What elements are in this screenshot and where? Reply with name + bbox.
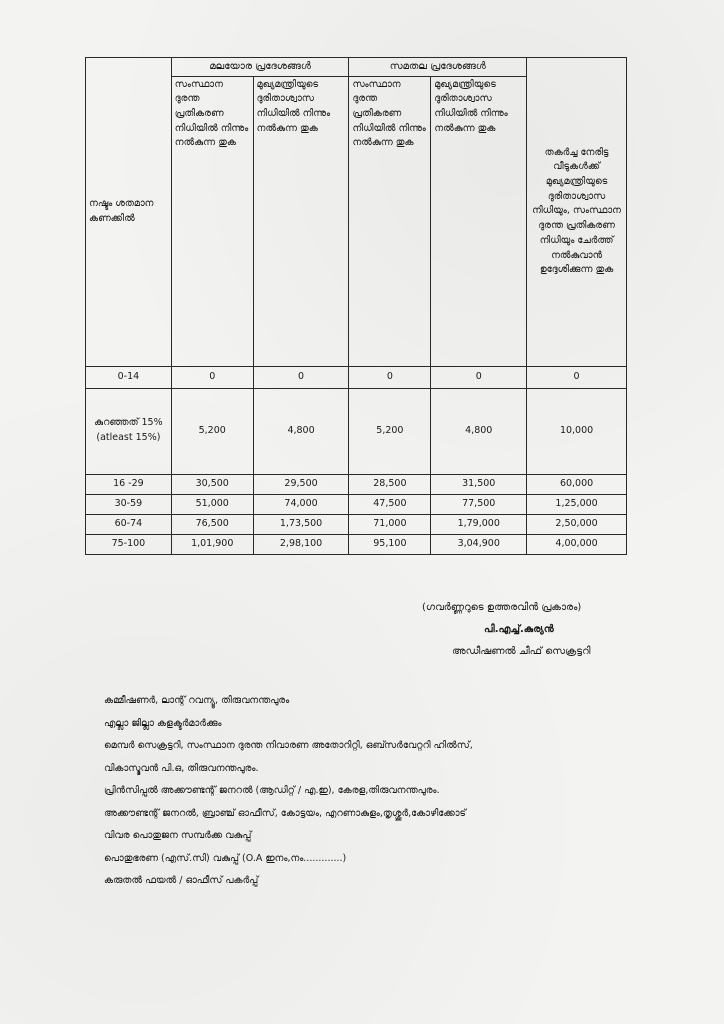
plain-sdrf-cell: 5,200	[349, 388, 431, 474]
hilly-cmdrf-cell: 0	[253, 366, 349, 388]
plain-cmdrf-cell: 3,04,900	[431, 534, 527, 554]
total-cell: 1,25,000	[527, 494, 627, 514]
loss-range-cell: 16 -29	[86, 474, 172, 494]
plain-areas-header: സമതല പ്രദേശങ്ങൾ	[349, 58, 527, 77]
hilly-cmdrf-cell: 4,800	[253, 388, 349, 474]
recipient-line: കമ്മീഷണർ, ലാന്റ് റവന്യൂ, തിരുവനന്തപുരം	[104, 695, 290, 706]
signatory-designation: അഡീഷണൽ ചീഫ് സെക്രട്ടറി	[452, 646, 591, 657]
recipients-list	[104, 690, 644, 893]
table-row	[86, 514, 627, 534]
recipient-line: വിവര പൊതുജന സമ്പർക്ക വകുപ്പ്	[104, 830, 252, 841]
hilly-cmdrf-cell: 74,000	[253, 494, 349, 514]
plain-sdrf-cell: 28,500	[349, 474, 431, 494]
plain-sdrf-cell: 95,100	[349, 534, 431, 554]
plain-cmdrf-header: മുഖ്യമന്ത്രിയുടെ ദുരിതാശ്വാസ നിധിയിൽ നിന്നും നൽകുന്ന തുക	[431, 76, 527, 366]
loss-range-cell: 30-59	[86, 494, 172, 514]
hilly-sdrf-header: സംസ്ഥാന ദുരന്ത പ്രതികരണ നിധിയിൽ നിന്നും നൽകുന്ന തുക	[171, 76, 253, 366]
plain-cmdrf-cell: 31,500	[431, 474, 527, 494]
hilly-cmdrf-cell: 2,98,100	[253, 534, 349, 554]
total-cell: 4,00,000	[527, 534, 627, 554]
loss-range-cell: 60-74	[86, 514, 172, 534]
recipient-line: പൊതുഭരണ (എസ്.സി) വകുപ്പ് (O.A ഇനം,നം.............)	[104, 852, 347, 864]
recipient-line: പ്രിൻസിപ്പൽ അക്കൗണ്ടന്റ് ജനറൽ (ആഡിറ്റ് / എ.ഇ), കേരള,തിരുവനന്തപുരം.	[104, 785, 440, 796]
recipient-line: അക്കൗണ്ടന്റ് ജനറൽ, ബ്രാഞ്ച് ഓഫീസ്, കോട്ടയം, എറണാകുളം,തൃശ്ശൂർ,കോഴിക്കോട്	[104, 807, 466, 819]
hilly-sdrf-cell: 76,500	[171, 514, 253, 534]
hilly-sdrf-cell: 0	[171, 366, 253, 388]
signature-block	[422, 597, 652, 663]
loss-range-cell: 0-14	[86, 366, 172, 388]
hilly-sdrf-cell: 5,200	[171, 388, 253, 474]
plain-sdrf-header: സംസ്ഥാന ദുരന്ത പ്രതികരണ നിധിയിൽ നിന്നും നൽകുന്ന തുക	[349, 76, 431, 366]
hilly-cmdrf-header: മുഖ്യമന്ത്രിയുടെ ദുരിതാശ്വാസ നിധിയിൽ നിന്നും നൽകുന്ന തുക	[253, 76, 349, 366]
total-amount-header: തകർച്ച നേരിട്ട വീടുകൾക്ക് മുഖ്യമന്ത്രിയുടെ ദുരിതാശ്വാസ നിധിയും, സംസ്ഥാന ദുരന്ത പ്രതികരണ നിധിയും ചേർത്ത് നൽകുവാൻ ഉദ്ദേശിക്കുന്ന തുക	[527, 58, 627, 367]
total-cell: 60,000	[527, 474, 627, 494]
hilly-sdrf-cell: 51,000	[171, 494, 253, 514]
plain-cmdrf-cell: 1,79,000	[431, 514, 527, 534]
total-cell: 2,50,000	[527, 514, 627, 534]
table-row	[86, 474, 627, 494]
hilly-sdrf-cell: 1,01,900	[171, 534, 253, 554]
plain-cmdrf-cell: 77,500	[431, 494, 527, 514]
plain-sdrf-cell: 71,000	[349, 514, 431, 534]
plain-sdrf-cell: 47,500	[349, 494, 431, 514]
by-order-line: (ഗവർണ്ണറുടെ ഉത്തരവിൻ പ്രകാരം)	[422, 602, 582, 613]
loss-range-cell: കുറഞ്ഞത് 15% (atleast 15%)	[86, 388, 172, 474]
loss-percentage-header: നഷ്ടം ശതമാന കണക്കിൽ	[86, 58, 172, 367]
recipient-line: കരുതൽ ഫയൽ / ഓഫീസ് പകർപ്പ്	[104, 875, 259, 886]
plain-cmdrf-cell: 0	[431, 366, 527, 388]
recipient-line: വികാസ്ഭവൻ പി.ഒ, തിരുവനന്തപുരം.	[104, 762, 259, 774]
table-row	[86, 366, 627, 388]
hilly-cmdrf-cell: 29,500	[253, 474, 349, 494]
recipient-line: എല്ലാ ജില്ലാ കളക്ടർമാർക്കും	[104, 717, 222, 729]
hilly-cmdrf-cell: 1,73,500	[253, 514, 349, 534]
recipient-line: മെമ്പർ സെക്രട്ടറി, സംസ്ഥാന ദുരന്ത നിവാരണ അതോറിറ്റി, ഒബ്സർവേറ്ററി ഹിൽസ്,	[104, 740, 473, 751]
hilly-sdrf-cell: 30,500	[171, 474, 253, 494]
loss-range-cell: 75-100	[86, 534, 172, 554]
hilly-areas-header: മലയോര പ്രദേശങ്ങൾ	[171, 58, 349, 77]
table-row	[86, 388, 627, 474]
plain-cmdrf-cell: 4,800	[431, 388, 527, 474]
relief-amount-table	[85, 57, 627, 555]
plain-sdrf-cell: 0	[349, 366, 431, 388]
signatory-name: പി.എച്ച്.കുര്യൻ	[484, 624, 554, 635]
table-row	[86, 494, 627, 514]
table-group-header-row	[86, 58, 627, 77]
total-cell: 10,000	[527, 388, 627, 474]
total-cell: 0	[527, 366, 627, 388]
table-row	[86, 534, 627, 554]
